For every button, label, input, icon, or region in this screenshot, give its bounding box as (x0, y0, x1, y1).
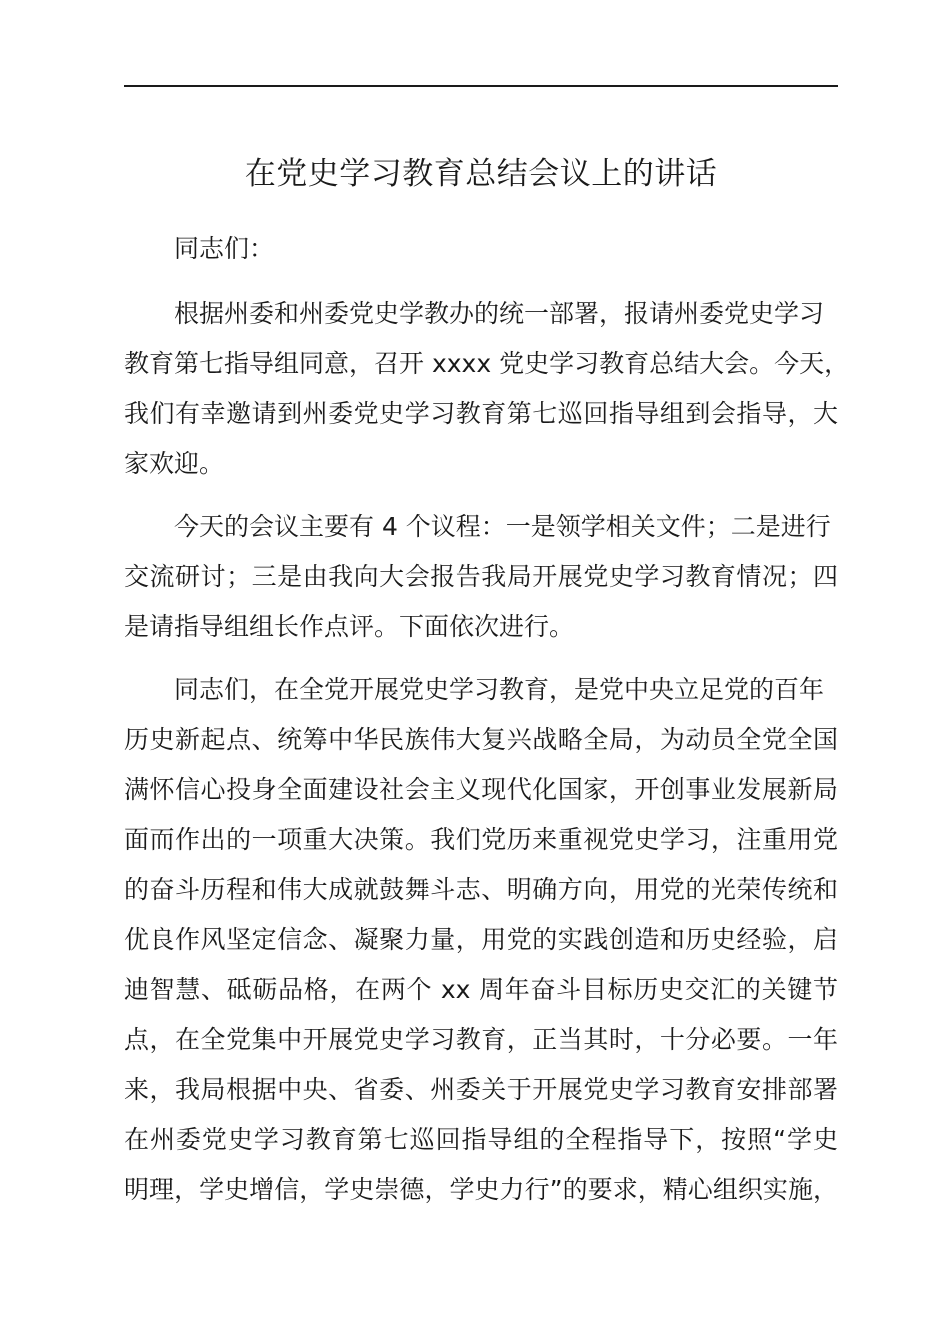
header-rule (124, 85, 838, 87)
paragraph-line: 同志们，在全党开展党史学习教育，是党中央立足党的百年 (174, 675, 825, 704)
paragraph-2 (124, 502, 838, 652)
paragraph-line: 来，我局根据中央、省委、州委关于开展党史学习教育安排部署 (124, 1075, 838, 1104)
paragraph-line: 点，在全党集中开展党史学习教育，正当其时，十分必要。一年 (124, 1025, 838, 1054)
paragraph-line: 迪智慧、砥砺品格，在两个 xx 周年奋斗目标历史交汇的关键节 (124, 975, 838, 1004)
paragraph-line: 根据州委和州委党史学教办的统一部署，报请州委党史学习 (174, 299, 825, 328)
paragraph-line: 满怀信心投身全面建设社会主义现代化国家，开创事业发展新局 (124, 775, 838, 804)
paragraph-line: 历史新起点、统筹中华民族伟大复兴战略全局，为动员全党全国 (124, 725, 838, 754)
paragraph-line: 明理，学史增信，学史崇德，学史力行”的要求，精心组织实施， (124, 1175, 838, 1204)
paragraph-line: 交流研讨；三是由我向大会报告我局开展党史学习教育情况；四 (124, 562, 838, 591)
paragraph-line: 家欢迎。 (124, 449, 225, 478)
paragraph-1 (124, 289, 850, 489)
paragraph-line: 优良作风坚定信念、凝聚力量，用党的实践创造和历史经验，启 (124, 925, 838, 954)
paragraph-line: 是请指导组组长作点评。下面依次进行。 (124, 612, 575, 641)
paragraph-3 (124, 665, 838, 1215)
greeting: 同志们： (174, 234, 275, 263)
paragraph-line: 教育第七指导组同意，召开 xxxx 党史学习教育总结大会。今天， (124, 349, 850, 378)
document-title: 在党史学习教育总结会议上的讲话 (244, 156, 718, 192)
paragraph-line: 面而作出的一项重大决策。我们党历来重视党史学习，注重用党 (124, 825, 838, 854)
paragraph-line: 的奋斗历程和伟大成就鼓舞斗志、明确方向，用党的光荣传统和 (124, 875, 838, 904)
paragraph-line: 我们有幸邀请到州委党史学习教育第七巡回指导组到会指导，大 (124, 399, 838, 428)
document-body (124, 224, 850, 1215)
paragraph-line: 在州委党史学习教育第七巡回指导组的全程指导下，按照“学史 (124, 1125, 838, 1154)
paragraph-line: 今天的会议主要有 4 个议程：一是领学相关文件；二是进行 (174, 512, 831, 541)
